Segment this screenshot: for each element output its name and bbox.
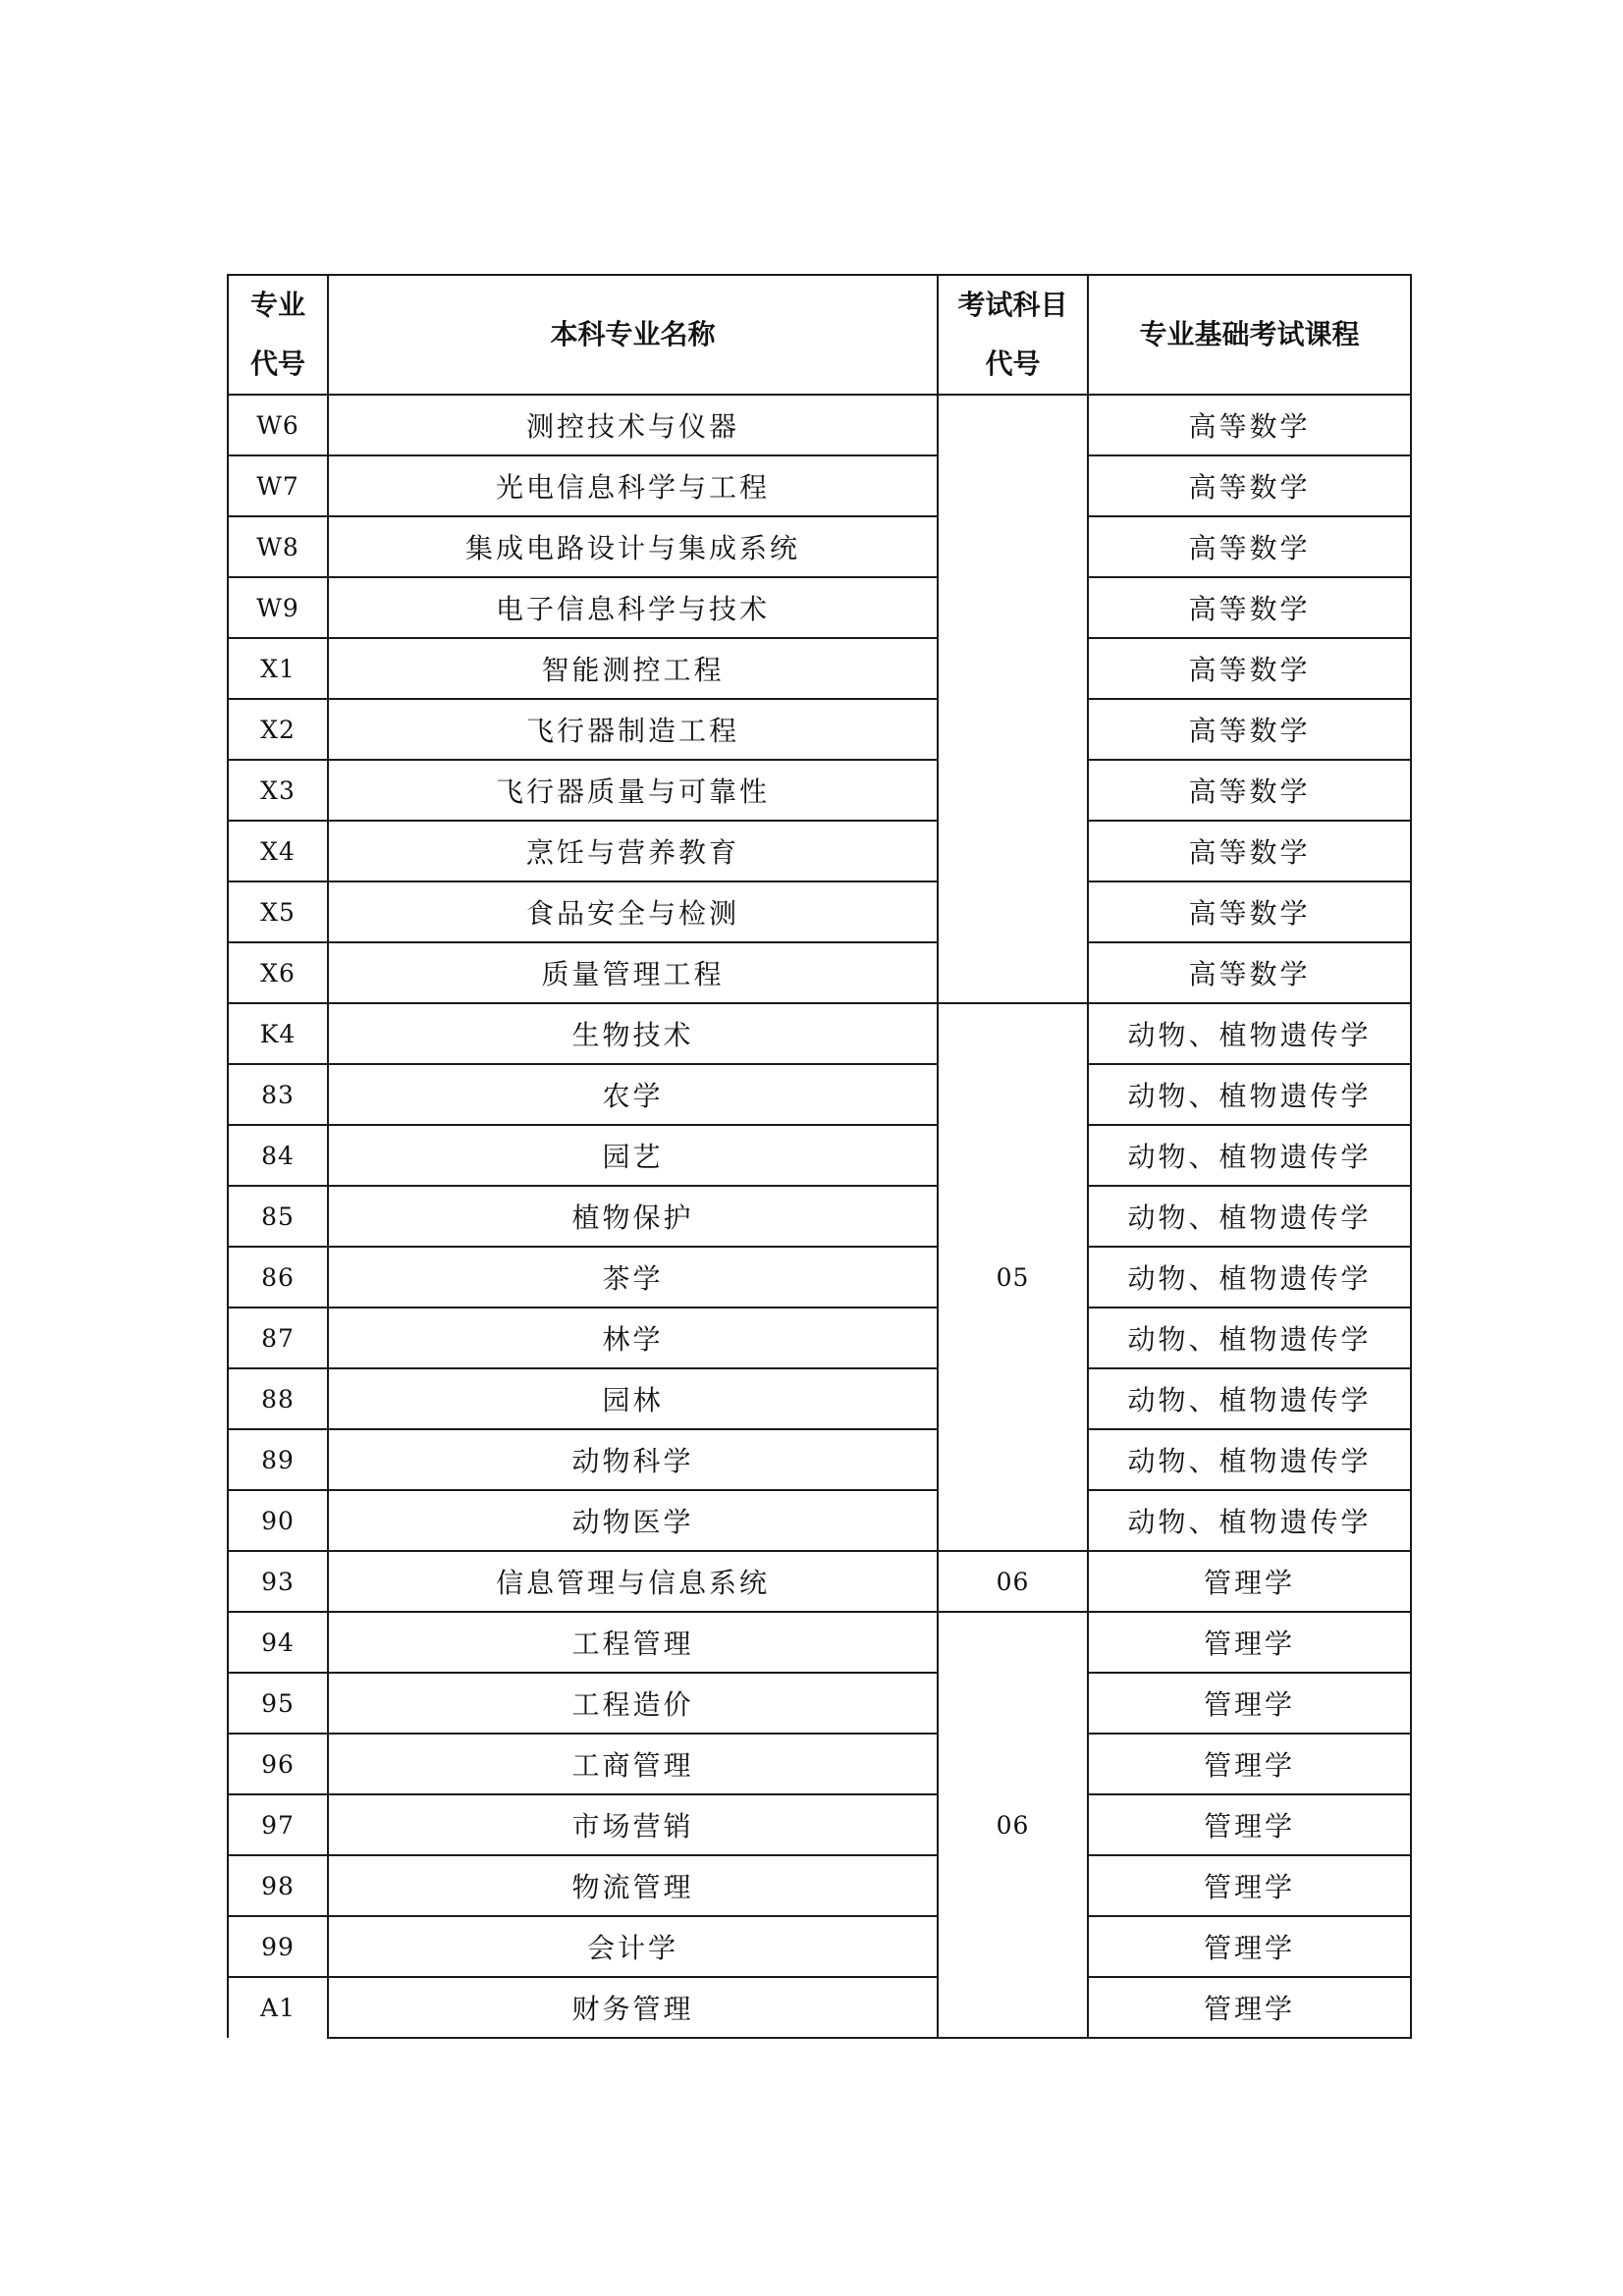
table-row [228, 1977, 1411, 2038]
base-course: 管理学 [1088, 1673, 1411, 1734]
table-row [228, 1368, 1411, 1429]
table-header-row [228, 275, 1411, 395]
base-course: 动物、植物遗传学 [1088, 1003, 1411, 1064]
major-code: 99 [228, 1916, 328, 1977]
base-course: 高等数学 [1088, 881, 1411, 942]
table-row [228, 516, 1411, 577]
major-code: 90 [228, 1490, 328, 1551]
table-row [228, 699, 1411, 760]
major-name: 茶学 [328, 1247, 938, 1308]
major-name: 动物医学 [328, 1490, 938, 1551]
major-code: W7 [228, 455, 328, 516]
major-name: 会计学 [328, 1916, 938, 1977]
major-name: 动物科学 [328, 1429, 938, 1490]
table-row [228, 1429, 1411, 1490]
major-code: 88 [228, 1368, 328, 1429]
major-exam-table [227, 274, 1412, 2039]
header-exam-code-line-1: 考试科目 [957, 289, 1068, 321]
base-course: 动物、植物遗传学 [1088, 1429, 1411, 1490]
major-name: 飞行器制造工程 [328, 699, 938, 760]
major-name: 信息管理与信息系统 [328, 1551, 938, 1612]
table-row [228, 1064, 1411, 1125]
base-course: 管理学 [1088, 1855, 1411, 1916]
major-name: 财务管理 [328, 1977, 938, 2038]
table-row [228, 942, 1411, 1003]
table-row [228, 1916, 1411, 1977]
major-code: W9 [228, 577, 328, 638]
table-row [228, 1186, 1411, 1247]
base-course: 动物、植物遗传学 [1088, 1490, 1411, 1551]
major-code: K4 [228, 1003, 328, 1064]
major-name: 集成电路设计与集成系统 [328, 516, 938, 577]
major-name: 电子信息科学与技术 [328, 577, 938, 638]
major-name: 质量管理工程 [328, 942, 938, 1003]
base-course: 动物、植物遗传学 [1088, 1186, 1411, 1247]
base-course: 高等数学 [1088, 577, 1411, 638]
table-row [228, 1125, 1411, 1186]
major-code: 85 [228, 1186, 328, 1247]
table-row [228, 1673, 1411, 1734]
exam-code: 06 [938, 1551, 1088, 1612]
major-name: 测控技术与仪器 [328, 395, 938, 455]
base-course: 管理学 [1088, 1794, 1411, 1855]
base-course: 管理学 [1088, 1612, 1411, 1673]
table-row [228, 638, 1411, 699]
table-row [228, 1003, 1411, 1064]
major-name: 工程管理 [328, 1612, 938, 1673]
base-course: 动物、植物遗传学 [1088, 1247, 1411, 1308]
table-row [228, 881, 1411, 942]
major-code: 87 [228, 1308, 328, 1368]
exam-code-cell-empty [938, 395, 1088, 1003]
table-row [228, 1247, 1411, 1308]
table-row [228, 1794, 1411, 1855]
major-code: X3 [228, 760, 328, 821]
table-row [228, 577, 1411, 638]
major-name: 飞行器质量与可靠性 [328, 760, 938, 821]
major-name: 智能测控工程 [328, 638, 938, 699]
major-name: 物流管理 [328, 1855, 938, 1916]
major-code: 83 [228, 1064, 328, 1125]
major-code: W6 [228, 395, 328, 455]
base-course: 高等数学 [1088, 638, 1411, 699]
major-code: 86 [228, 1247, 328, 1308]
major-name: 市场营销 [328, 1794, 938, 1855]
major-code: 97 [228, 1794, 328, 1855]
base-course: 高等数学 [1088, 395, 1411, 455]
table-row [228, 455, 1411, 516]
major-code: A1 [228, 1977, 328, 2038]
major-code: X6 [228, 942, 328, 1003]
base-course: 管理学 [1088, 1977, 1411, 2038]
base-course: 高等数学 [1088, 942, 1411, 1003]
major-code: X1 [228, 638, 328, 699]
major-name: 食品安全与检测 [328, 881, 938, 942]
base-course: 动物、植物遗传学 [1088, 1125, 1411, 1186]
table-row [228, 395, 1411, 455]
base-course: 动物、植物遗传学 [1088, 1308, 1411, 1368]
major-name: 园艺 [328, 1125, 938, 1186]
table-row [228, 1308, 1411, 1368]
major-code: W8 [228, 516, 328, 577]
table-row [228, 1855, 1411, 1916]
major-name: 烹饪与营养教育 [328, 821, 938, 881]
major-code: 95 [228, 1673, 328, 1734]
major-code: 89 [228, 1429, 328, 1490]
major-code: X4 [228, 821, 328, 881]
base-course: 高等数学 [1088, 455, 1411, 516]
header-major-code [228, 275, 328, 395]
major-name: 林学 [328, 1308, 938, 1368]
header-exam-code-line-2: 代号 [985, 347, 1041, 380]
base-course: 管理学 [1088, 1734, 1411, 1794]
header-major-name: 本科专业名称 [328, 275, 938, 395]
major-code: 94 [228, 1612, 328, 1673]
table-row [228, 1612, 1411, 1673]
base-course: 高等数学 [1088, 821, 1411, 881]
table-row [228, 1734, 1411, 1794]
major-name: 植物保护 [328, 1186, 938, 1247]
base-course: 动物、植物遗传学 [1088, 1064, 1411, 1125]
base-course: 高等数学 [1088, 516, 1411, 577]
major-code: 93 [228, 1551, 328, 1612]
table-row [228, 760, 1411, 821]
header-major-code-line-1: 专业 [249, 289, 305, 321]
exam-code: 06 [938, 1612, 1088, 2038]
base-course: 管理学 [1088, 1916, 1411, 1977]
base-course: 动物、植物遗传学 [1088, 1368, 1411, 1429]
major-name: 工程造价 [328, 1673, 938, 1734]
header-major-code-line-2: 代号 [249, 347, 305, 380]
major-name: 光电信息科学与工程 [328, 455, 938, 516]
major-name: 农学 [328, 1064, 938, 1125]
table-row [228, 821, 1411, 881]
header-base-course: 专业基础考试课程 [1088, 275, 1411, 395]
exam-code: 05 [938, 1003, 1088, 1551]
table-row [228, 1551, 1411, 1612]
major-code: 98 [228, 1855, 328, 1916]
major-name: 园林 [328, 1368, 938, 1429]
base-course: 高等数学 [1088, 760, 1411, 821]
major-code: 84 [228, 1125, 328, 1186]
major-name: 生物技术 [328, 1003, 938, 1064]
table-row [228, 1490, 1411, 1551]
major-code: 96 [228, 1734, 328, 1794]
base-course: 高等数学 [1088, 699, 1411, 760]
major-code: X2 [228, 699, 328, 760]
major-code: X5 [228, 881, 328, 942]
header-exam-code [938, 275, 1088, 395]
base-course: 管理学 [1088, 1551, 1411, 1612]
major-name: 工商管理 [328, 1734, 938, 1794]
